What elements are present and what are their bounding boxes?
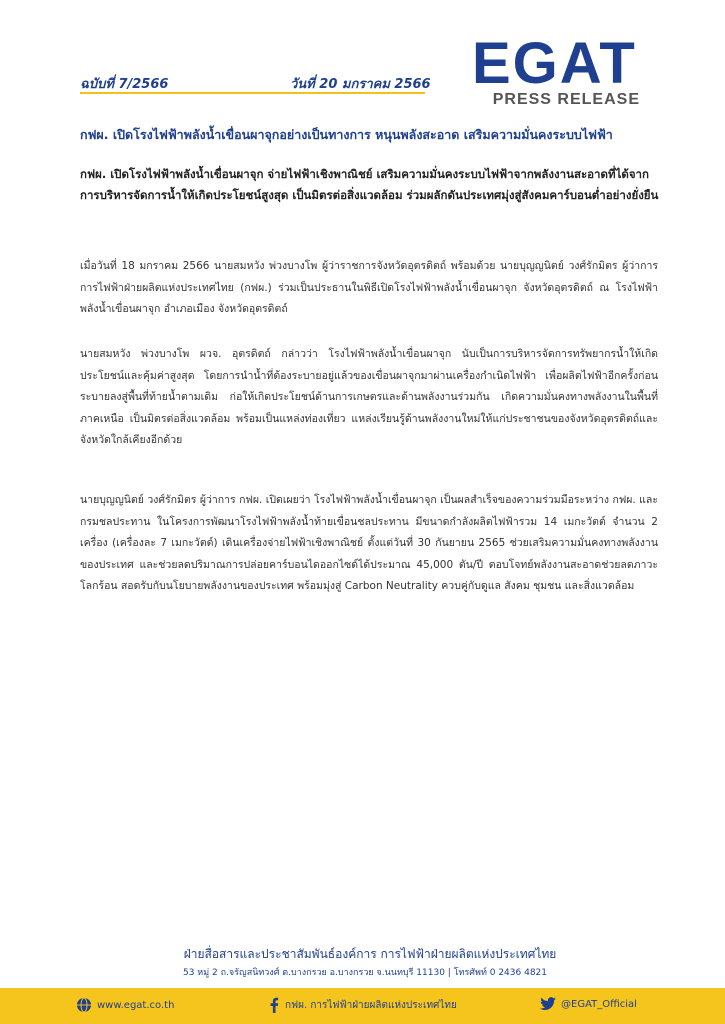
globe-icon [76,997,92,1013]
twitter-icon [540,997,556,1011]
footer-twitter[interactable] [540,997,637,1011]
lead-paragraph: กฟผ. เปิดโรงไฟฟ้าพลังน้ำเขื่อนผาจุก จ่ายไฟฟ้าเชิงพาณิชย์ เสริมความมั่นคงระบบไฟฟ้าจากพลังงานสะอาดที่ได้จากการบริหารจัดการน้ำให้เกิดประโยชน์สูงสุด เป็นมิตรต่อสิ่งแวดล้อม ร่วมผลักดันประเทศมุ่งสู่สังคมคาร์บอนต่ำอย่างยั่งยืน [80,167,659,202]
body-paragraph: นายบุญญนิตย์ วงศ์รักมิตร ผู้ว่าการ กฟผ. เปิดเผยว่า โรงไฟฟ้าพลังน้ำเขื่อนผาจุก เป็นผลสำเร็จของความร่วมมือระหว่าง กฟผ. และกรมชลประทาน ในโครงการพัฒนาโรงไฟฟ้าพลังน้ำท้ายเขื่อนชลประทาน มีขนาดกำลังผลิตไฟฟ้ารวม 14 เมกะวัตต์ จำนวน 2 เครื่อง (เครื่องละ 7 เมกะวัตต์) เดินเครื่องจ่ายไฟฟ้าเชิงพาณิชย์ ตั้งแต่วันที่ 30 กันยายน 2565 ช่วยเสริมความมั่นคงทางพลังงานของประเทศ และช่วยลดปริมาณการปล่อยคาร์บอนไดออกไซด์ได้ประมาณ 45,000 ตัน/ปี ตอบโจทย์พลังงานสะอาดช่วยลดภาวะโลกร้อน สอดรับกับนโยบายพลังงานของประเทศ พร้อมมุ่งสู่ Carbon Neutrality ควบคู่กับดูแล สังคม ชุมชน และสิ่งแวดล้อม [80,494,658,592]
egat-logo [472,31,640,109]
body-paragraph: นายสมหวัง พ่วงบางโพ ผวจ. อุตรดิตถ์ กล่าวว่า โรงไฟฟ้าพลังน้ำเขื่อนผาจุก นับเป็นการบริหารจัดการทรัพยากรน้ำให้เกิดประโยชน์และคุ้มค่าสูงสุด โดยการนำน้ำที่ต้องระบายอยู่แล้วของเขื่อนผาจุกมาผ่านเครื่องกำเนิดไฟฟ้า เพื่อผลิตไฟฟ้าอีกครั้งก่อนระบายลงสู่พื้นที่ท้ายน้ำตามเดิม ก่อให้เกิดประโยชน์ด้านการเกษตรและด้านพลังงานร่วมกัน เกิดความมั่นคงทางพลังงานในพื้นที่ภาคเหนือ เป็นมิตรต่อสิ่งแวดล้อม พร้อมเป็นแหล่งท่องเที่ยว แหล่งเรียนรู้ด้านพลังงานใหม่ให้แก่ประชาชนของจังหวัดอุตรดิตถ์และจังหวัดใกล้เคียงอีกด้วย [80,348,658,446]
issue-number: ฉบับที่ 7/2566 [80,77,169,92]
footer-facebook[interactable] [268,997,457,1013]
facebook-link[interactable]: กฟผ. การไฟฟ้าฝ่ายผลิตแห่งประเทศไทย [285,999,457,1011]
headline: กฟผ. เปิดโรงไฟฟ้าพลังน้ำเขื่อนผาจุกอย่างเป็นทางการ หนุนพลังสะอาด เสริมความมั่นคงระบบไฟฟ้า [80,127,613,142]
logo-wordmark: EGAT [472,31,637,96]
header-divider [80,92,425,94]
footer-bar [0,988,725,1024]
facebook-icon [268,997,280,1013]
body-paragraph: เมื่อวันที่ 18 มกราคม 2566 นายสมหวัง พ่วงบางโพ ผู้ว่าราชการจังหวัดอุตรดิตถ์ พร้อมด้วย นายบุญญนิตย์ วงศ์รักมิตร ผู้ว่าการการไฟฟ้าฝ่ายผลิตแห่งประเทศไทย (กฟผ.) ร่วมเป็นประธานในพิธีเปิดโรงไฟฟ้าพลังน้ำเขื่อนผาจุก จังหวัดอุตรดิตถ์ ณ โรงไฟฟ้าพลังน้ำเขื่อนผาจุก อำเภอเมือง จังหวัดอุตรดิตถ์ [80,260,658,315]
twitter-link[interactable]: @EGAT_Official [561,998,637,1010]
website-link[interactable]: www.egat.co.th [97,999,175,1011]
issue-date: วันที่ 20 มกราคม 2566 [290,77,431,92]
footer-website[interactable] [76,997,174,1013]
footer-address: 53 หมู่ 2 ถ.จรัญสนิทวงศ์ ต.บางกรวย อ.บางกรวย จ.นนทบุรี 11130 | โทรศัพท์ 0 2436 4821 [182,968,547,978]
footer-organization: ฝ่ายสื่อสารและประชาสัมพันธ์องค์การ การไฟฟ้าฝ่ายผลิตแห่งประเทศไทย [183,947,557,961]
logo-subtitle: PRESS RELEASE [492,91,640,108]
